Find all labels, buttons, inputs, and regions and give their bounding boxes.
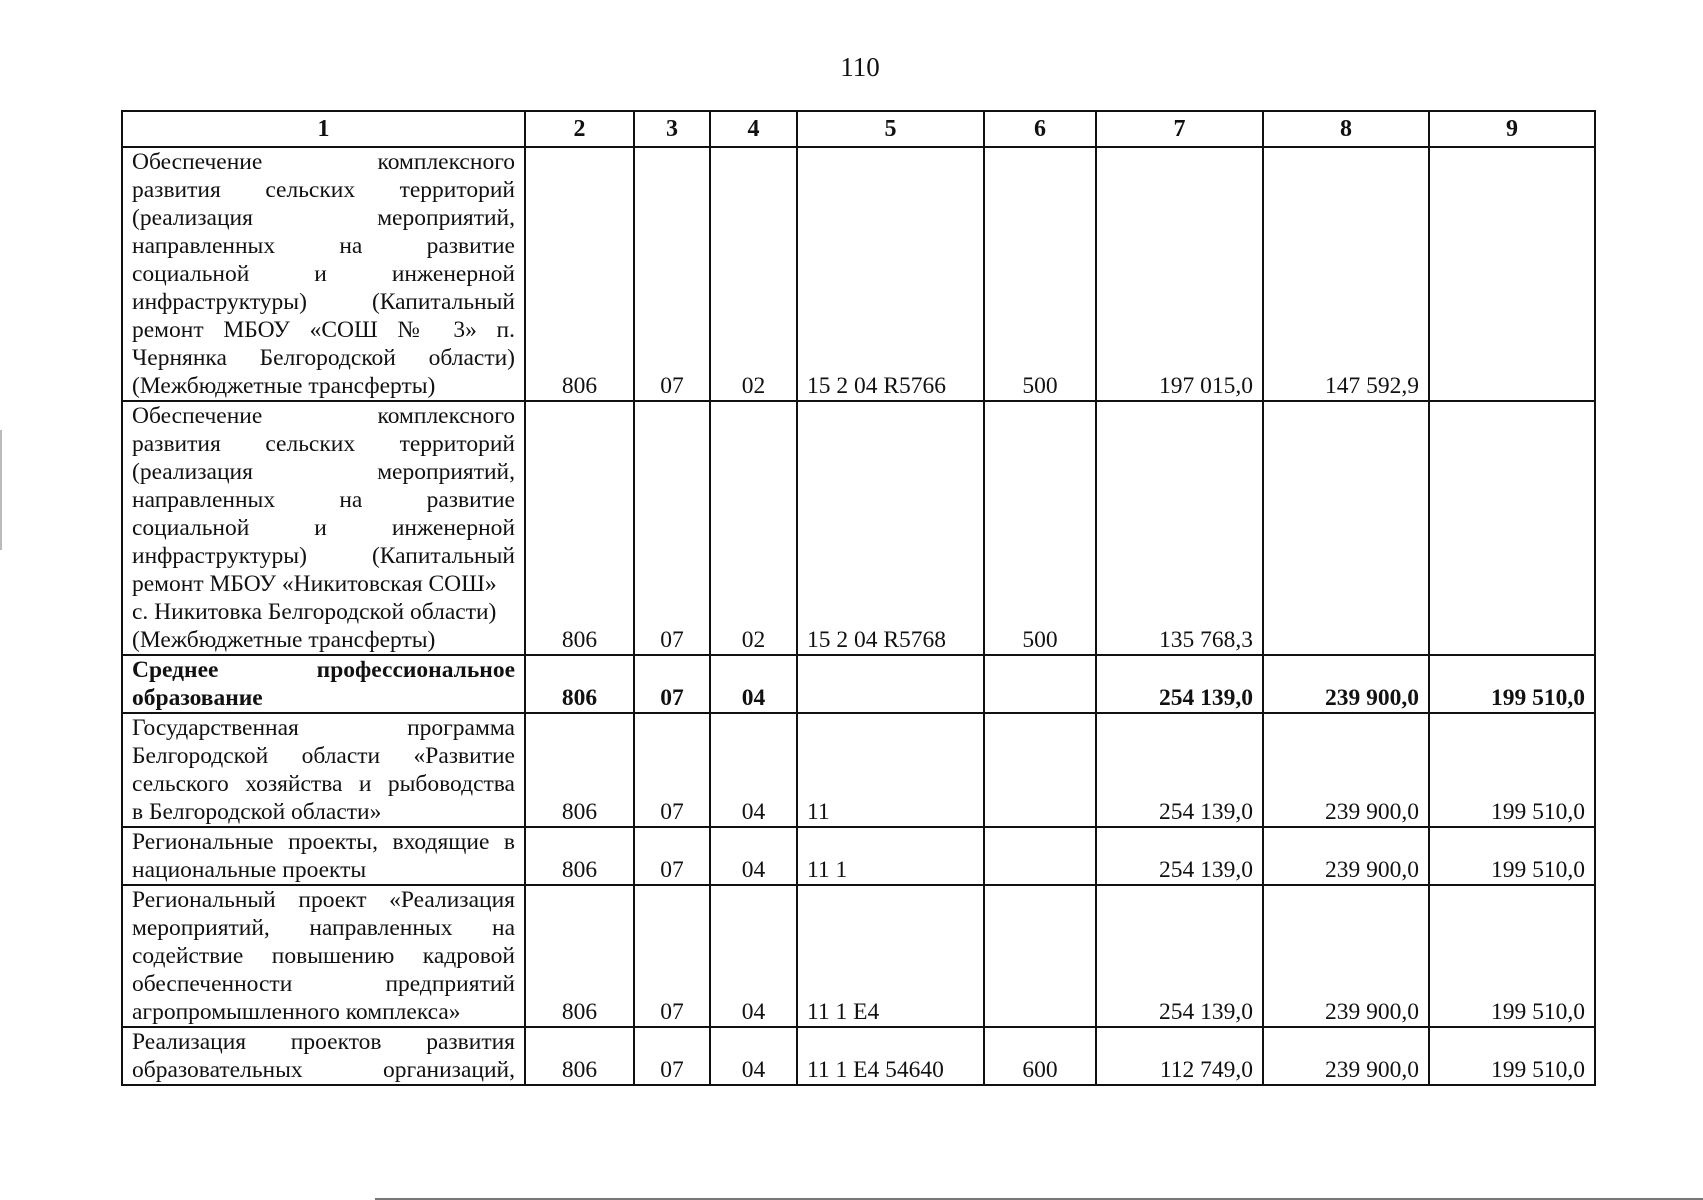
table-row (122, 885, 1595, 1027)
table-row (122, 147, 1595, 401)
description-line: в Белгородской области» (132, 799, 382, 825)
description-line: направленных на развитие (132, 487, 515, 513)
cell-col-2: 806 (525, 713, 634, 827)
cell-col-2: 806 (525, 655, 634, 713)
table-row (122, 1027, 1595, 1085)
cell-col-5: 11 1 E4 54640 (797, 1027, 984, 1085)
cell-col-8: 239 900,0 (1263, 885, 1429, 1027)
description-line: Государственная программа (132, 715, 515, 741)
cell-col-2: 806 (525, 147, 634, 401)
cell-col-2: 806 (525, 885, 634, 1027)
cell-col-8: 239 900,0 (1263, 713, 1429, 827)
cell-col-7: 254 139,0 (1096, 827, 1263, 885)
row-description (122, 885, 525, 1027)
row-description (122, 147, 525, 401)
row-description (122, 713, 525, 827)
cell-col-6 (984, 713, 1096, 827)
cell-col-3: 07 (634, 401, 710, 655)
row-description (122, 1027, 525, 1085)
description-line: Реализация проектов развития (132, 1029, 515, 1055)
description-line: развития сельских территорий (132, 177, 515, 203)
cell-col-7: 254 139,0 (1096, 713, 1263, 827)
description-line: Обеспечение комплексного (132, 149, 515, 175)
description-line: (Межбюджетные трансферты) (132, 627, 436, 653)
cell-col-6 (984, 827, 1096, 885)
cell-col-7: 254 139,0 (1096, 885, 1263, 1027)
cell-col-4: 02 (710, 147, 797, 401)
row-description (122, 401, 525, 655)
cell-col-4: 02 (710, 401, 797, 655)
cell-col-6: 500 (984, 147, 1096, 401)
cell-col-3: 07 (634, 827, 710, 885)
header-row (122, 111, 1595, 147)
description-line: содействие повышению кадровой (132, 943, 515, 969)
table-row (122, 713, 1595, 827)
header-col-2: 2 (525, 111, 634, 147)
description-line: инфраструктуры) (Капитальный (132, 289, 515, 315)
cell-col-9 (1429, 147, 1595, 401)
description-line: Белгородской области «Развитие (132, 743, 515, 769)
cell-col-7: 112 749,0 (1096, 1027, 1263, 1085)
cell-col-5: 11 1 E4 (797, 885, 984, 1027)
header-col-7: 7 (1096, 111, 1263, 147)
description-line: социальной и инженерной (132, 515, 515, 541)
cell-col-2: 806 (525, 827, 634, 885)
cell-col-3: 07 (634, 655, 710, 713)
header-col-6: 6 (984, 111, 1096, 147)
cell-col-8 (1263, 401, 1429, 655)
cell-col-5: 15 2 04 R5766 (797, 147, 984, 401)
header-col-8: 8 (1263, 111, 1429, 147)
description-line: развития сельских территорий (132, 431, 515, 457)
cell-col-6 (984, 655, 1096, 713)
cell-col-7: 254 139,0 (1096, 655, 1263, 713)
table-row (122, 827, 1595, 885)
description-line: (реализация мероприятий, (132, 205, 515, 231)
description-line: (реализация мероприятий, (132, 459, 515, 485)
cell-col-9: 199 510,0 (1429, 655, 1595, 713)
cell-col-8: 239 900,0 (1263, 1027, 1429, 1085)
cell-col-8: 239 900,0 (1263, 827, 1429, 885)
description-line: мероприятий, направленных на (132, 915, 515, 941)
table-row-section (122, 655, 1595, 713)
description-line: направленных на развитие (132, 233, 515, 259)
cell-col-6: 500 (984, 401, 1096, 655)
description-line: ремонт МБОУ «Никитовская СОШ» (132, 571, 497, 597)
cell-col-3: 07 (634, 713, 710, 827)
cell-col-5 (797, 655, 984, 713)
row-description (122, 655, 525, 713)
description-line: социальной и инженерной (132, 261, 515, 287)
cell-col-8: 147 592,9 (1263, 147, 1429, 401)
row-description (122, 827, 525, 885)
cell-col-4: 04 (710, 827, 797, 885)
cell-col-4: 04 (710, 885, 797, 1027)
cell-col-4: 04 (710, 713, 797, 827)
description-line: обеспеченности предприятий (132, 971, 515, 997)
header-col-4: 4 (710, 111, 797, 147)
description-line: с. Никитовка Белгородской области) (132, 599, 497, 625)
table-row (122, 401, 1595, 655)
cell-col-3: 07 (634, 885, 710, 1027)
description-line: Региональные проекты, входящие в (132, 829, 515, 855)
description-line: сельского хозяйства и рыбоводства (132, 771, 515, 797)
description-line: образовательных организаций, (132, 1057, 515, 1083)
description-line: Среднее профессиональное (132, 657, 515, 683)
cell-col-4: 04 (710, 1027, 797, 1085)
description-line: Чернянка Белгородской области) (132, 345, 515, 371)
description-line: (Межбюджетные трансферты) (132, 373, 436, 399)
description-line: Региональный проект «Реализация (132, 887, 515, 913)
header-col-5: 5 (797, 111, 984, 147)
page-number: 110 (840, 52, 880, 82)
cell-col-2: 806 (525, 1027, 634, 1085)
cell-col-9 (1429, 401, 1595, 655)
description-line: образование (132, 685, 263, 711)
scan-edge-mark (0, 430, 2, 550)
cell-col-9: 199 510,0 (1429, 713, 1595, 827)
header-col-1: 1 (122, 111, 525, 147)
description-line: национальные проекты (132, 857, 367, 883)
cell-col-8: 239 900,0 (1263, 655, 1429, 713)
description-line: Обеспечение комплексного (132, 403, 515, 429)
cell-col-3: 07 (634, 147, 710, 401)
header-col-9: 9 (1429, 111, 1595, 147)
cell-col-3: 07 (634, 1027, 710, 1085)
cell-col-5: 15 2 04 R5768 (797, 401, 984, 655)
description-line: агропромышленного комплекса» (132, 999, 461, 1025)
header-col-3: 3 (634, 111, 710, 147)
cell-col-4: 04 (710, 655, 797, 713)
cell-col-9: 199 510,0 (1429, 885, 1595, 1027)
cell-col-7: 197 015,0 (1096, 147, 1263, 401)
cell-col-5: 11 1 (797, 827, 984, 885)
description-line: ремонт МБОУ «СОШ № 3» п. (132, 317, 515, 343)
cell-col-2: 806 (525, 401, 634, 655)
cell-col-6 (984, 885, 1096, 1027)
cell-col-7: 135 768,3 (1096, 401, 1263, 655)
cell-col-9: 199 510,0 (1429, 1027, 1595, 1085)
description-line: инфраструктуры) (Капитальный (132, 543, 515, 569)
cell-col-5: 11 (797, 713, 984, 827)
cell-col-9: 199 510,0 (1429, 827, 1595, 885)
budget-table (121, 110, 1596, 1086)
cell-col-6: 600 (984, 1027, 1096, 1085)
